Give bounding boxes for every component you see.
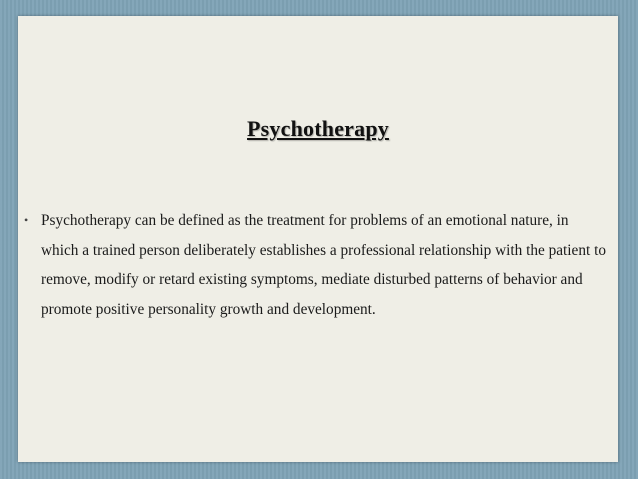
bullet-icon: • [24, 213, 29, 227]
bullet-text: Psychotherapy can be defined as the treatment for problems of an emotional nature, in which a trained person deliberately establishes a professional relationship with the patient to remove, modify or retard existing symptoms, mediate disturbed patterns of behavior and promote positive personality growth and development. [41, 212, 606, 318]
bullet-list [24, 206, 609, 324]
slide-paper [18, 16, 618, 462]
slide-title: Psychotherapy [247, 116, 389, 141]
bullet-item [24, 206, 609, 324]
